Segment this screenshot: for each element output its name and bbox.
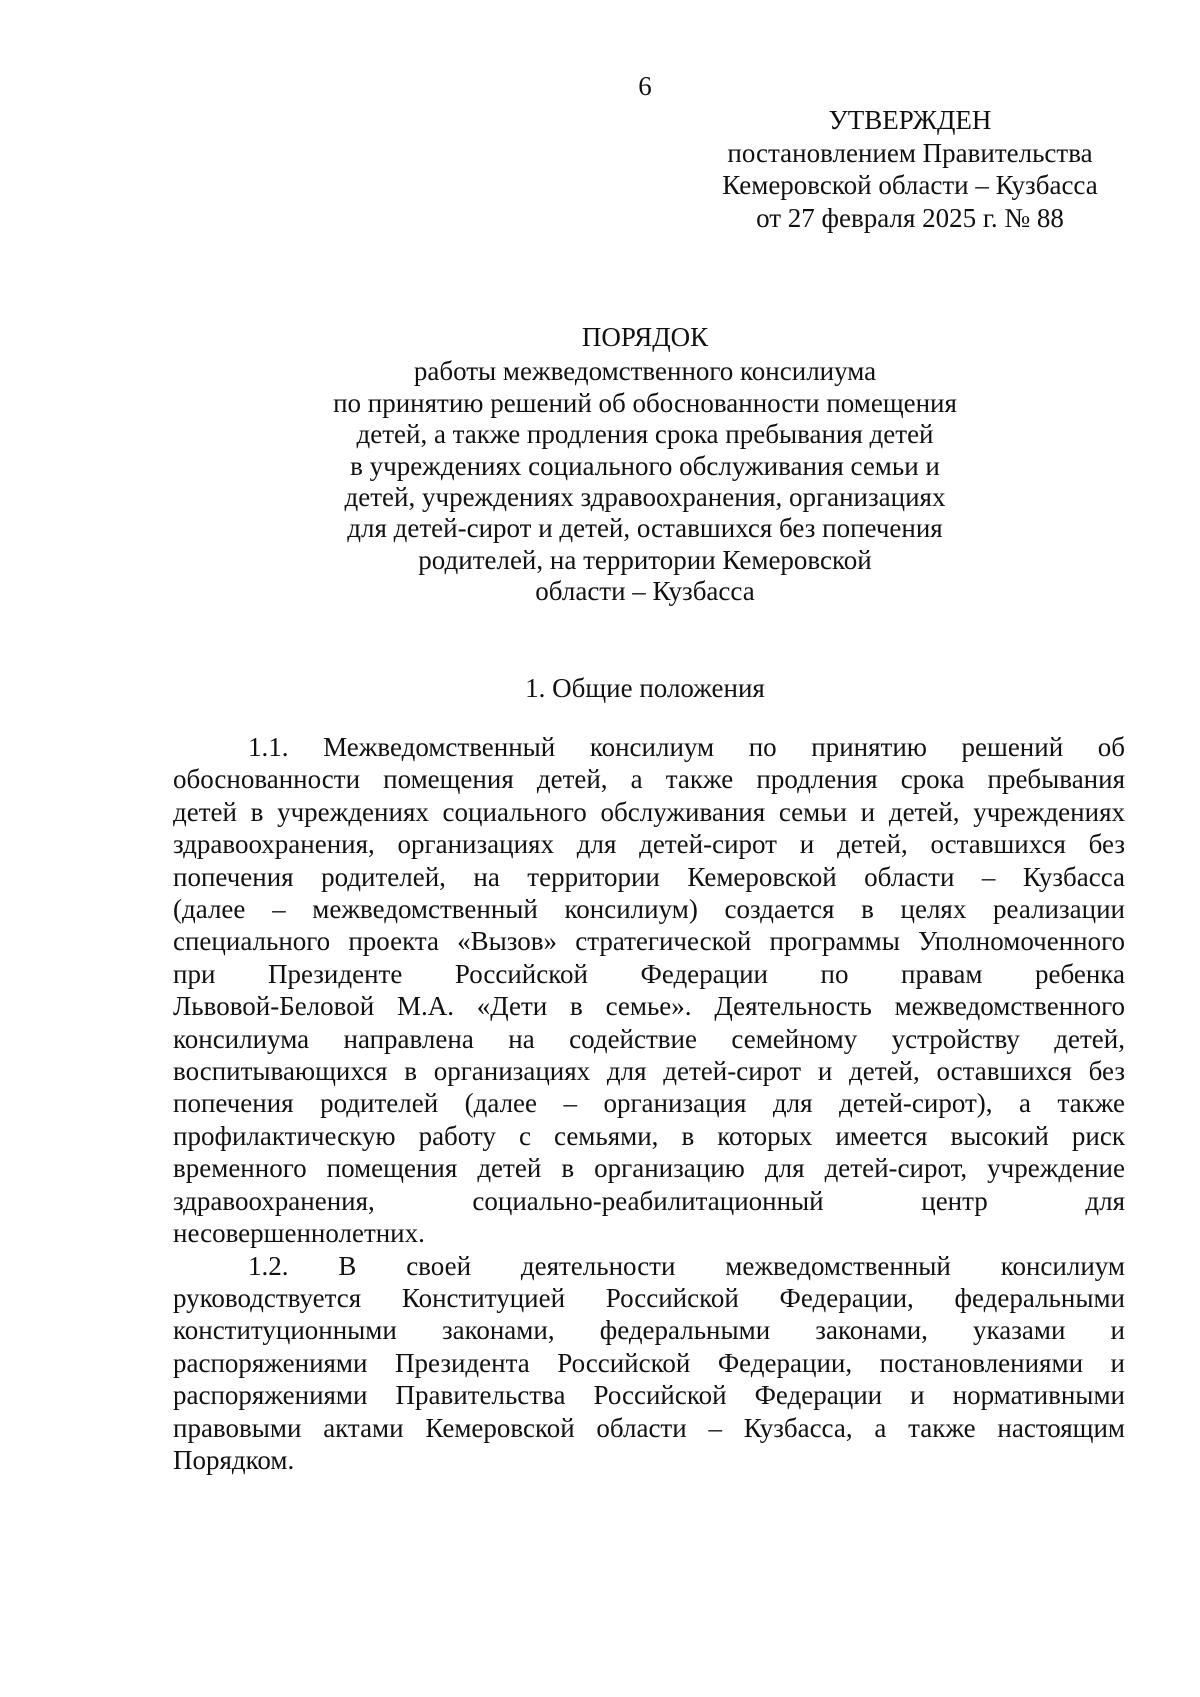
- paragraph-line: 1.1. Межведомственный консилиум по принятию решений об: [248, 732, 1125, 762]
- title-line: области – Кузбасса: [535, 576, 755, 607]
- paragraph-line: здравоохранения, социально-реабилитационный центр для: [173, 1185, 1125, 1216]
- title-line: работы межведомственного консилиума: [413, 356, 877, 387]
- title-line: для детей-сирот и детей, оставшихся без попечения: [347, 513, 943, 544]
- paragraph-line: попечения родителей, на территории Кемеровской области – Кузбасса: [173, 861, 1125, 892]
- paragraph-line: (далее – межведомственный консилиум) создается в целях реализации: [173, 894, 1125, 925]
- paragraph-line: при Президенте Российской Федерации по правам ребенка: [173, 958, 1125, 989]
- paragraph-line: конституционными законами, федеральными законами, указами и: [173, 1315, 1125, 1346]
- document-title: ПОРЯДОК: [581, 322, 709, 352]
- approval-stamp: [700, 104, 1120, 234]
- approval-date-line: от 27 февраля 2025 г. № 88: [756, 202, 1064, 233]
- paragraph-line: Львовой-Беловой М.А. «Дети в семье». Деятельность межведомственного: [173, 991, 1125, 1022]
- title-line: детей, учреждениях здравоохранения, организациях: [344, 482, 946, 513]
- document-body: [173, 731, 1125, 1476]
- document-title-block: [0, 322, 1200, 608]
- paragraph-line: распоряжениями Президента Российской Федерации, постановлениями и: [173, 1347, 1125, 1378]
- title-line: по принятию решений об обоснованности помещения: [333, 387, 957, 418]
- paragraph-line: детей в учреждениях социального обслуживания семьи и детей, учреждениях: [173, 796, 1125, 827]
- approval-line: постановлением Правительства: [727, 137, 1093, 168]
- approval-line: Кемеровской области – Кузбасса: [722, 170, 1098, 200]
- paragraph-1-2: [173, 1250, 1125, 1477]
- paragraph-line: правовыми актами Кемеровской области – Кузбасса, а также настоящим: [173, 1412, 1125, 1443]
- paragraph-line: временного помещения детей в организацию для детей-сирот, учреждение: [173, 1153, 1125, 1184]
- page-number: 6: [638, 71, 652, 101]
- title-line: в учреждениях социального обслуживания семьи и: [350, 450, 940, 481]
- paragraph-line: распоряжениями Правительства Российской Федерации и нормативными: [173, 1380, 1125, 1411]
- section-heading: 1. Общие положения: [525, 673, 765, 703]
- paragraph-line: здравоохранения, организациях для детей-сирот и детей, оставшихся без: [173, 829, 1125, 860]
- title-line: детей, а также продления срока пребывания детей: [356, 419, 934, 450]
- paragraph-line: Порядком.: [173, 1444, 295, 1475]
- paragraph-line: руководствуется Конституцией Российской Федерации, федеральными: [173, 1282, 1125, 1313]
- paragraph-1-1: [173, 731, 1125, 1250]
- approval-heading: УТВЕРЖДЕН: [828, 105, 992, 135]
- paragraph-line: попечения родителей (далее – организация для детей-сирот), а также: [173, 1088, 1125, 1119]
- paragraph-line: специального проекта «Вызов» стратегической программы Уполномоченного: [173, 926, 1125, 957]
- paragraph-line: профилактическую работу с семьями, в которых имеется высокий риск: [173, 1120, 1125, 1151]
- paragraph-line: консилиума направлена на содействие семейному устройству детей,: [173, 1023, 1125, 1054]
- paragraph-line: воспитывающихся в организациях для детей-сирот и детей, оставшихся без: [173, 1056, 1125, 1087]
- paragraph-line: обоснованности помещения детей, а также продления срока пребывания: [173, 764, 1125, 795]
- paragraph-line: 1.2. В своей деятельности межведомственный консилиум: [248, 1250, 1125, 1281]
- paragraph-line: несовершеннолетних.: [173, 1218, 425, 1249]
- title-line: родителей, на территории Кемеровской: [418, 544, 872, 575]
